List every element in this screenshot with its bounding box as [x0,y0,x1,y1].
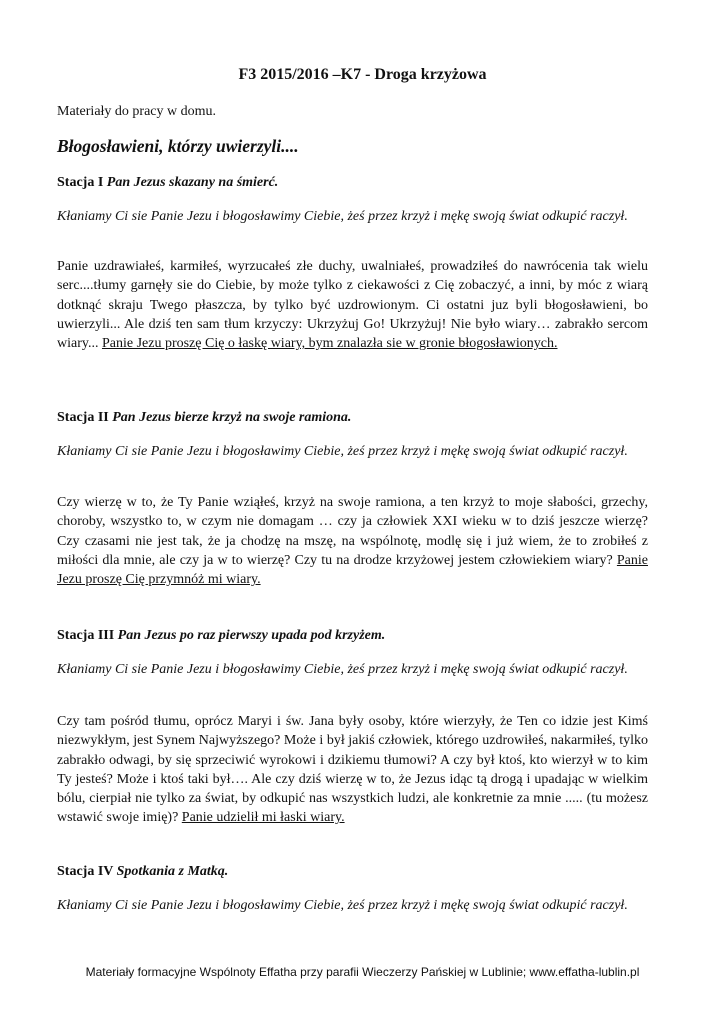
station-1-prayer: Kłaniamy Ci sie Panie Jezu i błogosławimy Ciebie, żeś przez krzyż i mękę swoją świat odkupić raczył. [57,209,628,224]
station-subtitle: Pan Jezus po raz pierwszy upada pod krzyżem. [117,628,386,643]
station-1-text [57,257,648,353]
station-3-heading [57,628,385,644]
station-subtitle: Pan Jezus bierze krzyż na swoje ramiona. [112,410,352,425]
station-subtitle: Spotkania z Matką. [116,864,229,879]
station-text: Panie uzdrawiałeś, karmiłeś, wyrzucałeś złe duchy, uwalniałeś, prowadziłeś do nawrócenia tak wielu serc....tłumy garnęły sie do Ciebie, by może tylko z ciekawości z Cię zobaczyć, a inni, by móc z wiarą dotknąć skraju Twego płaszcza, by tylko być uzdrowionym. Ci ostatni juz byli błogosławieni, bo uwierzyli... Ale dziś ten sam tłum krzyczy: Ukrzyżuj Go! Ukrzyżuj! Nie było wiary… zabrakło sercom wiary... [57,259,648,352]
station-subtitle: Pan Jezus skazany na śmierć. [106,175,279,190]
station-2-heading [57,410,351,426]
station-text: Czy wierzę w to, że Ty Panie wziąłeś, krzyż na swoje ramiona, a ten krzyż to moje słabości, grzechy, choroby, wszystko to, w czym nie domagam … czy ja człowiek XXI wieku w to dziś jeszcze wierzę? Czy czasami nie jest tak, że ja chodzę na mszę, na wspólnotę, modlę się i już wiem, że to zrobiłeś z miłości dla mnie, ale czy ja w to wierzę? Czy tu na drodze krzyżowej jestem człowiekiem wiary? [57,495,648,568]
station-plea: Panie udzielił mi łaski wiary. [181,810,345,826]
station-label: Stacja IV [57,864,114,879]
station-3-text [57,712,648,828]
page-footer: Materiały formacyjne Wspólnoty Effatha przy parafii Wieczerzy Pańskiej w Lublinie; www.effatha-lublin.pl [85,965,640,979]
station-2-text [57,493,648,589]
station-label: Stacja III [57,628,115,643]
motto-heading: Błogosławieni, którzy uwierzyli.... [57,136,299,156]
station-3-prayer: Kłaniamy Ci sie Panie Jezu i błogosławimy Ciebie, żeś przez krzyż i mękę swoją świat odkupić raczył. [57,662,628,677]
station-label: Stacja I [57,175,104,190]
station-plea: Panie Jezu proszę Cię o łaskę wiary, bym znalazła sie w gronie błogosławionych. [101,336,558,352]
station-4-prayer: Kłaniamy Ci sie Panie Jezu i błogosławimy Ciebie, żeś przez krzyż i mękę swoją świat odkupić raczył. [57,898,628,913]
station-label: Stacja II [57,410,109,425]
station-plea: Panie Jezu proszę Cię przymnóż mi wiary. [57,552,648,588]
station-4-heading [57,864,228,880]
station-text: Czy tam pośród tłumu, oprócz Maryi i św. Jana były osoby, które wierzyły, że Ten co idzie jest Kimś niezwykłym, jest Synem Najwyższego? Może i był jakiś człowiek, którego uzdrowiłeś, nakarmiłeś, tylko zabrakło odwagi, by się sprzeciwić wyrokowi i dzikiemu tłumowi? A czy był ktoś, kto wierzył w to kim Ty jesteś? Może i ktoś taki był…. Ale czy dziś wierzę w to, że Jezus idąc tą drogą i upadając w wielkim bólu, cierpiał nie tylko za świat, by odkupić nas wszystkich ludzi, ale konkretnie za mnie ..... (tu możesz wstawić swoje imię)? [57,714,648,826]
station-1-heading [57,175,278,191]
document-title: F3 2015/2016 –K7 - Droga krzyżowa [238,66,487,83]
intro-text: Materiały do pracy w domu. [57,104,217,119]
station-2-prayer: Kłaniamy Ci sie Panie Jezu i błogosławimy Ciebie, żeś przez krzyż i mękę swoją świat odkupić raczył. [57,444,628,459]
